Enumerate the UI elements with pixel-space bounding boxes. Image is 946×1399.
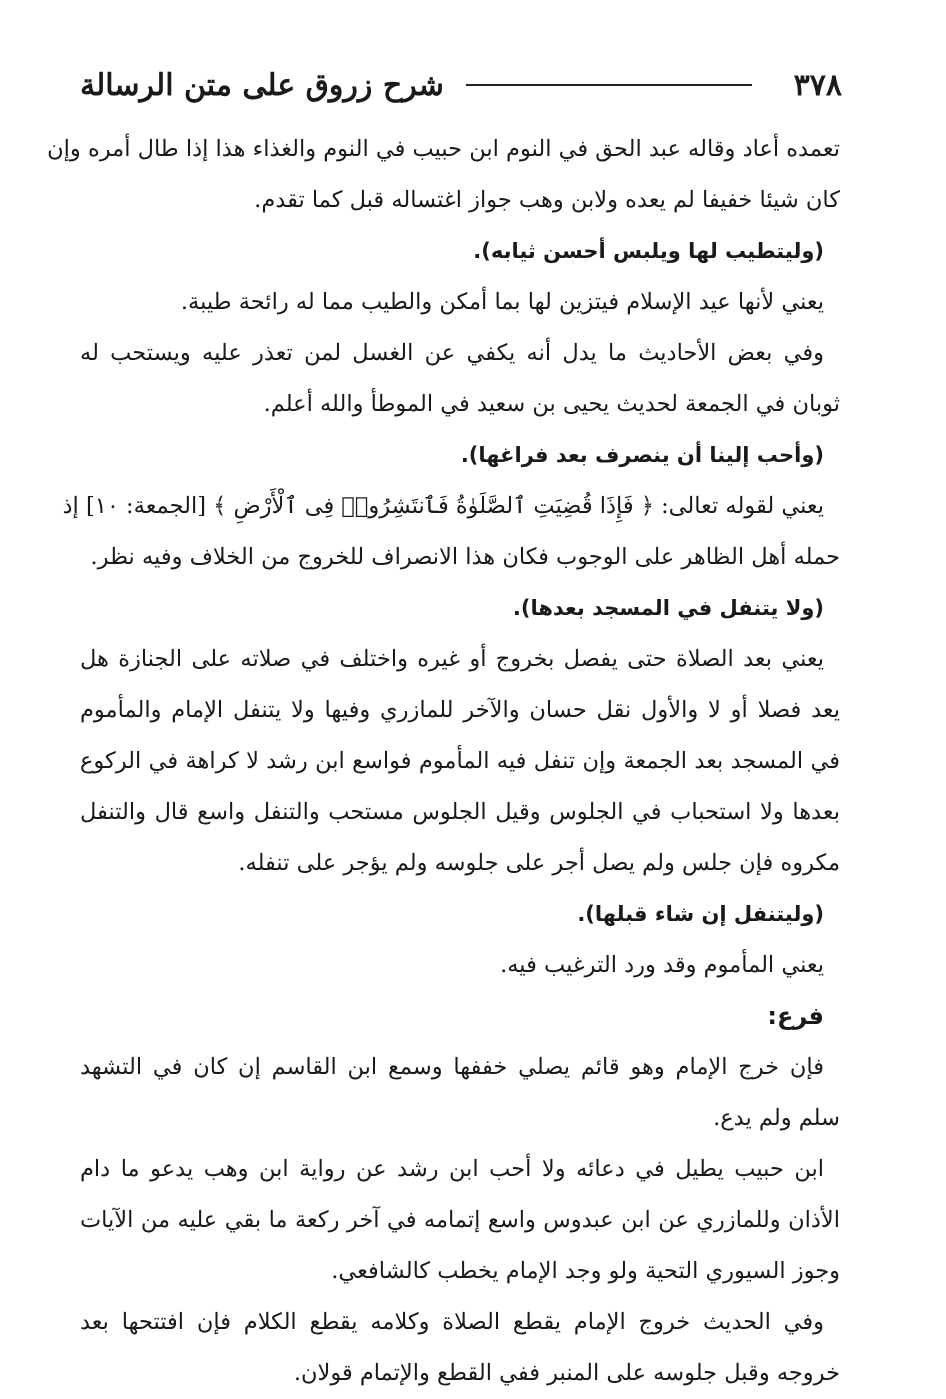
matn-heading: (وليتطيب لها ويلبس أحسن ثيابه).	[473, 239, 824, 263]
page-number: ٣٧٨	[793, 67, 842, 103]
text-line: كان شيئا خفيفا لم يعده ولابن وهب جواز اغتساله قبل كما تقدم.	[254, 187, 840, 213]
text-line: يعني لأنها عيد الإسلام فيتزين لها بما أمكن والطيب مما له رائحة طيبة.	[180, 289, 824, 315]
text-line: ثوبان في الجمعة لحديث يحيى بن سعيد في الموطأ والله أعلم.	[263, 391, 840, 417]
branch-heading: فرع:	[767, 1002, 824, 1030]
running-title: شرح زروق على متن الرسالة	[80, 67, 444, 103]
header-rule	[466, 84, 752, 86]
text-line: فإن خرج الإمام وهو قائم يصلي خففها وسمع ابن القاسم إن كان في التشهد	[80, 1054, 824, 1080]
quran-verse-line: يعني لقوله تعالى: ﴿ فَإِذَا قُضِيَتِ ٱلصَّلَوٰةُ فَٱنتَشِرُوا۟ فِى ٱلْأَرْضِ ﴾ [الجمعة: ١٠] إذ	[62, 493, 824, 519]
text-line: وجوز السيوري التحية ولو وجد الإمام يخطب كالشافعي.	[331, 1258, 840, 1284]
text-line: تعمده أعاد وقاله عبد الحق في النوم ابن حبيب في النوم والغذاء هذا إذا طال أمره وإن	[47, 136, 840, 162]
text-line: مكروه فإن جلس ولم يصل أجر على جلوسه ولم يؤجر على تنفله.	[238, 850, 840, 876]
text-line: يعني المأموم وقد ورد الترغيب فيه.	[500, 952, 824, 978]
page-header	[80, 60, 842, 110]
text-line: خروجه وقبل جلوسه على المنبر ففي القطع والإتمام قولان.	[293, 1360, 840, 1386]
matn-heading: (ولا يتنفل في المسجد بعدها).	[512, 596, 824, 620]
body-text	[47, 124, 840, 1399]
text-line: بعدها ولا استحباب في الجلوس وقيل الجلوس مستحب والتنفل واسع قال والتنفل	[80, 799, 840, 825]
text-line: في المسجد بعد الجمعة وإن تنفل فيه المأموم فواسع ابن رشد لا كراهة في الركوع	[80, 748, 840, 774]
text-line: ابن حبيب يطيل في دعائه ولا أحب ابن رشد عن رواية ابن وهب يدعو ما دام	[80, 1156, 824, 1182]
text-line: حمله أهل الظاهر على الوجوب فكان هذا الانصراف للخروج من الخلاف وفيه نظر.	[90, 544, 840, 570]
text-line: سلم ولم يدع.	[713, 1105, 840, 1131]
text-line: وفي بعض الأحاديث ما يدل أنه يكفي عن الغسل لمن تعذر عليه ويستحب له	[80, 340, 824, 366]
matn-heading: (وأحب إلينا أن ينصرف بعد فراغها).	[460, 443, 824, 467]
text-line: وفي الحديث خروج الإمام يقطع الصلاة وكلامه يقطع الكلام فإن افتتحها بعد	[80, 1309, 824, 1335]
text-line: يعني بعد الصلاة حتى يفصل بخروج أو غيره واختلف في صلاته على الجنازة هل	[80, 646, 824, 672]
text-line: يعد فصلا أو لا والأول نقل حسان والآخر للمازري وفيها ولا يتنفل الإمام والمأموم	[80, 697, 840, 723]
matn-heading: (وليتنفل إن شاء قبلها).	[577, 902, 824, 926]
text-line: الأذان وللمازري عن ابن عبدوس واسع إتمامه في آخر ركعة ما بقي عليه من الآيات	[80, 1207, 840, 1233]
